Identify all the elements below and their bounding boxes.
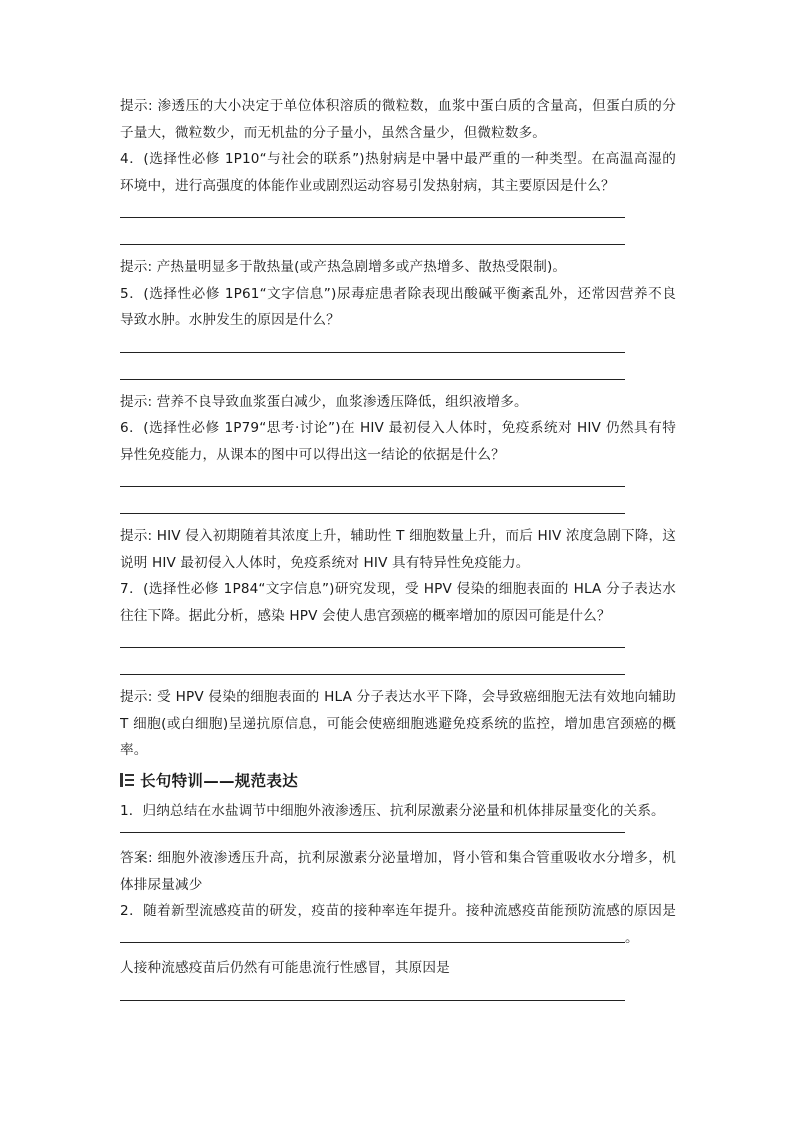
- l2-fill-row: [120, 925, 676, 952]
- l1-answer-line-2: 体排尿量减少: [120, 876, 203, 893]
- hint-label: 提示:: [120, 689, 153, 705]
- q7-hint-line-3: 率。: [120, 742, 148, 758]
- l2-question-line-2: 人接种流感疫苗后仍然有可能患流行性感冒，其原因是: [120, 960, 450, 976]
- q5-question-line-2: 导致水肿。水肿发生的原因是什么？: [120, 312, 340, 328]
- q5-hint-text: 营养不良导致血浆蛋白减少，血浆渗透压降低，组织液增多。: [152, 393, 528, 410]
- answer-blank-line[interactable]: [120, 1000, 625, 1001]
- answer-label: 答案:: [120, 850, 153, 866]
- end-punctuation: 。: [625, 929, 639, 946]
- q3-hint-line-1: [120, 93, 676, 120]
- list-heading-icon: [120, 773, 134, 787]
- hint-label: 提示:: [120, 528, 153, 544]
- l1-question: 1．归纳总结在水盐调节中细胞外液渗透压、抗利尿激素分泌量和机体排尿量变化的关系。: [120, 802, 665, 819]
- q5-hint: [120, 389, 676, 416]
- q7-hint-line-2: T 细胞(或白细胞)呈递抗原信息，可能会使癌细胞逃避免疫系统的监控，增加患宫颈癌的概: [120, 715, 676, 732]
- hint-label: 提示:: [120, 98, 153, 114]
- q7-question-line-2: 往往下降。据此分析，感染 HPV 会使人患宫颈癌的概率增加的原因可能是什么？: [120, 607, 611, 624]
- q4-question-line-2: 环境中，进行高强度的体能作业或剧烈运动容易引发热射病，其主要原因是什么？: [120, 177, 615, 194]
- q3-hint-line-2: 子量大，微粒数少，而无机盐的分子量小，虽然含量少，但微粒数多。: [120, 124, 547, 141]
- q6-hint-line-1: [120, 523, 676, 550]
- hint-label: 提示:: [120, 393, 153, 410]
- answer-blank-line[interactable]: [120, 942, 625, 943]
- q4-hint: [120, 254, 676, 281]
- q7-question-line-1: 7．(选择性必修 1P84“文字信息”)研究发现，受 HPV 侵染的细胞表面的 HLA 分子表达水: [120, 581, 676, 597]
- document-page: [120, 93, 676, 1001]
- section-title: 长句特训——规范表达: [140, 771, 299, 790]
- l1-answer-line-1: [120, 845, 676, 872]
- section-heading: [120, 766, 676, 794]
- hint-label: 提示:: [120, 259, 153, 275]
- q6-question-line-1: 6．(选择性必修 1P79“思考·讨论”)在 HIV 最初侵入人体时，免疫系统对 HIV 仍然具有特: [120, 420, 676, 436]
- q7-hint-text-1: 受 HPV 侵染的细胞表面的 HLA 分子表达水平下降，会导致癌细胞无法有效地向辅助: [157, 689, 676, 705]
- q6-hint-text-1: HIV 侵入初期随着其浓度上升，辅助性 T 细胞数量上升，而后 HIV 浓度急剧下降，这: [152, 528, 676, 544]
- q7-hint-line-1: [120, 684, 676, 711]
- q6-hint-line-2: 说明 HIV 最初侵入人体时，免疫系统对 HIV 具有特异性免疫能力。: [120, 554, 530, 571]
- l1-answer-text-1: 细胞外液渗透压升高，抗利尿激素分泌量增加，肾小管和集合管重吸收水分增多，机: [152, 850, 676, 866]
- l2-question-line-1: 2．随着新型流感疫苗的研发，疫苗的接种率连年提升。接种流感疫苗能预防流感的原因是: [120, 903, 676, 919]
- q5-question-line-1: 5．(选择性必修 1P61“文字信息”)尿毒症患者除表现出酸碱平衡紊乱外，还常因营养不良: [120, 285, 676, 302]
- q6-question-line-2: 异性免疫能力，从课本的图中可以得出这一结论的依据是什么？: [120, 446, 505, 463]
- q4-hint-text: 产热量明显多于散热量(或产热急剧增多或产热增多、散热受限制)。: [152, 259, 567, 275]
- q4-question-line-1: 4．(选择性必修 1P10“与社会的联系”)热射病是中暑中最严重的一种类型。在高温高湿的: [120, 151, 676, 167]
- q3-hint-text: 渗透压的大小决定于单位体积溶质的微粒数，血浆中蛋白质的含量高，但蛋白质的分: [152, 98, 676, 114]
